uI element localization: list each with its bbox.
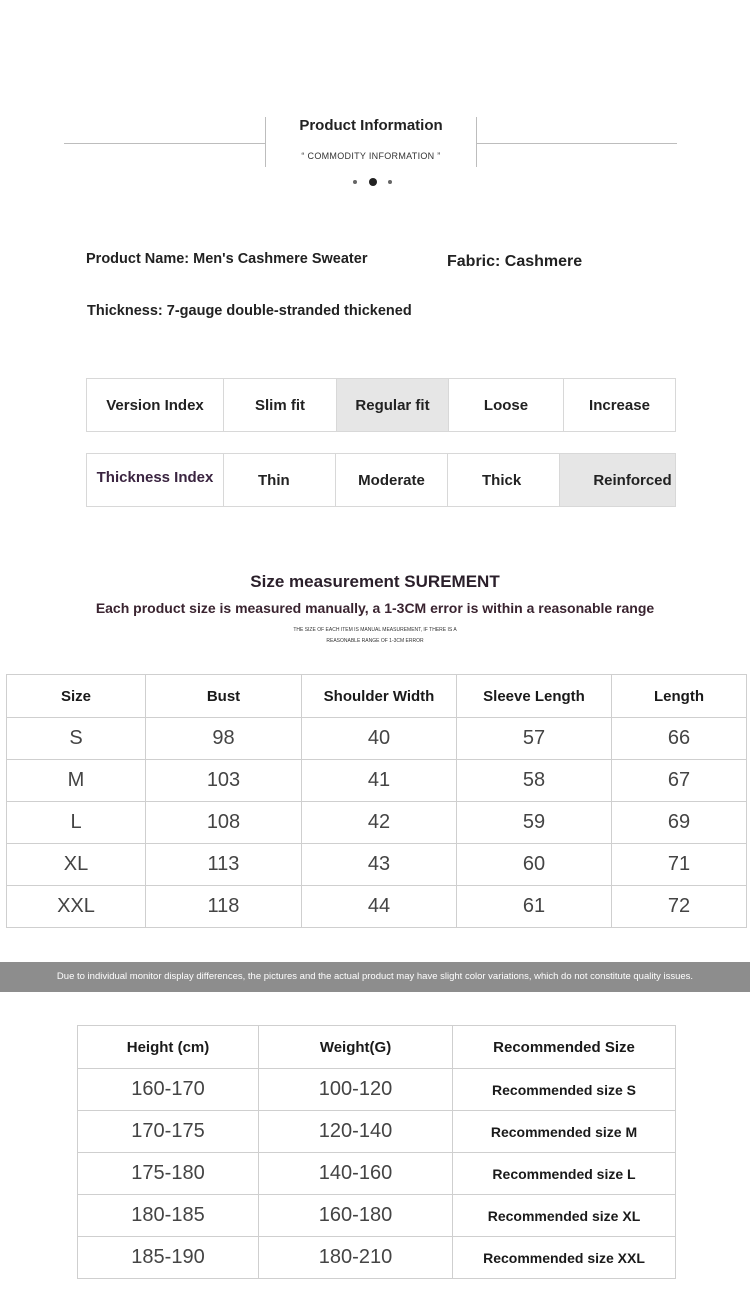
product-name: Product Name: Men's Cashmere Sweater	[86, 251, 368, 267]
weight-col-header: Weight(G)	[259, 1026, 453, 1069]
header-rule-left	[64, 143, 266, 144]
size-cell: S	[7, 718, 146, 760]
sleeve-cell: 58	[457, 760, 612, 802]
table-row	[78, 1237, 676, 1279]
height-cell: 185-190	[78, 1237, 259, 1279]
recommended-size-cell: Recommended size M	[453, 1111, 676, 1153]
recommended-size-cell: Recommended size XXL	[453, 1237, 676, 1279]
size-table-header-row	[7, 675, 747, 718]
sleeve-cell: 61	[457, 886, 612, 928]
thickness-option-moderate: Moderate	[336, 454, 448, 506]
table-row	[78, 1153, 676, 1195]
length-cell: 71	[612, 844, 747, 886]
shoulder-cell: 40	[302, 718, 457, 760]
recommended-size-col-header: Recommended Size	[453, 1026, 676, 1069]
table-row	[7, 718, 747, 760]
header-rule-right	[476, 143, 677, 144]
height-cell: 160-170	[78, 1069, 259, 1111]
weight-cell: 180-210	[259, 1237, 453, 1279]
sleeve-cell: 60	[457, 844, 612, 886]
size-note-line2: REASONABLE RANGE OF 1-3CM ERROR	[326, 638, 424, 644]
dot-indicator-left	[353, 180, 357, 184]
table-row	[78, 1195, 676, 1237]
table-row	[7, 802, 747, 844]
table-row	[78, 1069, 676, 1111]
version-index-table	[86, 378, 676, 432]
thickness-index-table	[86, 453, 676, 507]
shoulder-cell: 43	[302, 844, 457, 886]
recommended-size-cell: Recommended size S	[453, 1069, 676, 1111]
version-index-label: Version Index	[87, 379, 224, 431]
size-table	[6, 674, 747, 928]
size-cell: M	[7, 760, 146, 802]
size-col-header: Size	[7, 675, 146, 718]
length-cell: 67	[612, 760, 747, 802]
thickness-option-thick: Thick	[448, 454, 560, 506]
dot-indicator-right	[388, 180, 392, 184]
size-recommendation-table	[77, 1025, 676, 1279]
version-option-loose: Loose	[449, 379, 564, 431]
size-section-subtitle: Each product size is measured manually, a 1-3CM error is within a reasonable range	[95, 600, 655, 616]
bust-cell: 103	[146, 760, 302, 802]
product-thickness: Thickness: 7-gauge double-stranded thickened	[87, 303, 412, 319]
table-row	[7, 886, 747, 928]
table-row	[78, 1111, 676, 1153]
height-cell: 170-175	[78, 1111, 259, 1153]
length-cell: 72	[612, 886, 747, 928]
weight-cell: 100-120	[259, 1069, 453, 1111]
height-col-header: Height (cm)	[78, 1026, 259, 1069]
product-fabric: Fabric: Cashmere	[447, 253, 583, 270]
recommend-header-row	[78, 1026, 676, 1069]
table-row	[7, 844, 747, 886]
sleeve-col-header: Sleeve Length	[457, 675, 612, 718]
page-title: Product Information	[299, 117, 443, 134]
shoulder-cell: 42	[302, 802, 457, 844]
bust-cell: 113	[146, 844, 302, 886]
shoulder-cell: 44	[302, 886, 457, 928]
version-option-increase: Increase	[589, 396, 650, 414]
size-cell: L	[7, 802, 146, 844]
thickness-option-thin: Thin	[224, 454, 336, 506]
bust-cell: 118	[146, 886, 302, 928]
weight-cell: 140-160	[259, 1153, 453, 1195]
size-cell: XL	[7, 844, 146, 886]
weight-cell: 160-180	[259, 1195, 453, 1237]
shoulder-cell: 41	[302, 760, 457, 802]
bust-col-header: Bust	[146, 675, 302, 718]
height-cell: 175-180	[78, 1153, 259, 1195]
size-section-title: Size measurement SUREMENT	[250, 572, 500, 591]
length-cell: 69	[612, 802, 747, 844]
sleeve-cell: 57	[457, 718, 612, 760]
bust-cell: 108	[146, 802, 302, 844]
thickness-index-label: Thickness Index	[87, 454, 224, 506]
bust-cell: 98	[146, 718, 302, 760]
disclaimer-banner: Due to individual monitor display differences, the pictures and the actual product may have slight color variations, which do not constitute quality issues.	[0, 962, 750, 992]
recommended-size-cell: Recommended size L	[453, 1153, 676, 1195]
height-cell: 180-185	[78, 1195, 259, 1237]
length-col-header: Length	[612, 675, 747, 718]
version-option-regular-fit: Regular fit	[337, 379, 449, 431]
sleeve-cell: 59	[457, 802, 612, 844]
weight-cell: 120-140	[259, 1111, 453, 1153]
size-cell: XXL	[7, 886, 146, 928]
page-subtitle: “ COMMODITY INFORMATION ”	[301, 151, 441, 161]
length-cell: 66	[612, 718, 747, 760]
version-option-slim-fit: Slim fit	[224, 379, 337, 431]
shoulder-col-header: Shoulder Width	[302, 675, 457, 718]
recommended-size-cell: Recommended size XL	[453, 1195, 676, 1237]
thickness-option-reinforced: Reinforced	[560, 454, 675, 506]
header-bracket-right	[476, 117, 477, 167]
dot-indicator-center	[369, 178, 377, 186]
size-note-line1: THE SIZE OF EACH ITEM IS MANUAL MEASUREMENT, IF THERE IS A	[293, 627, 457, 633]
table-row	[7, 760, 747, 802]
